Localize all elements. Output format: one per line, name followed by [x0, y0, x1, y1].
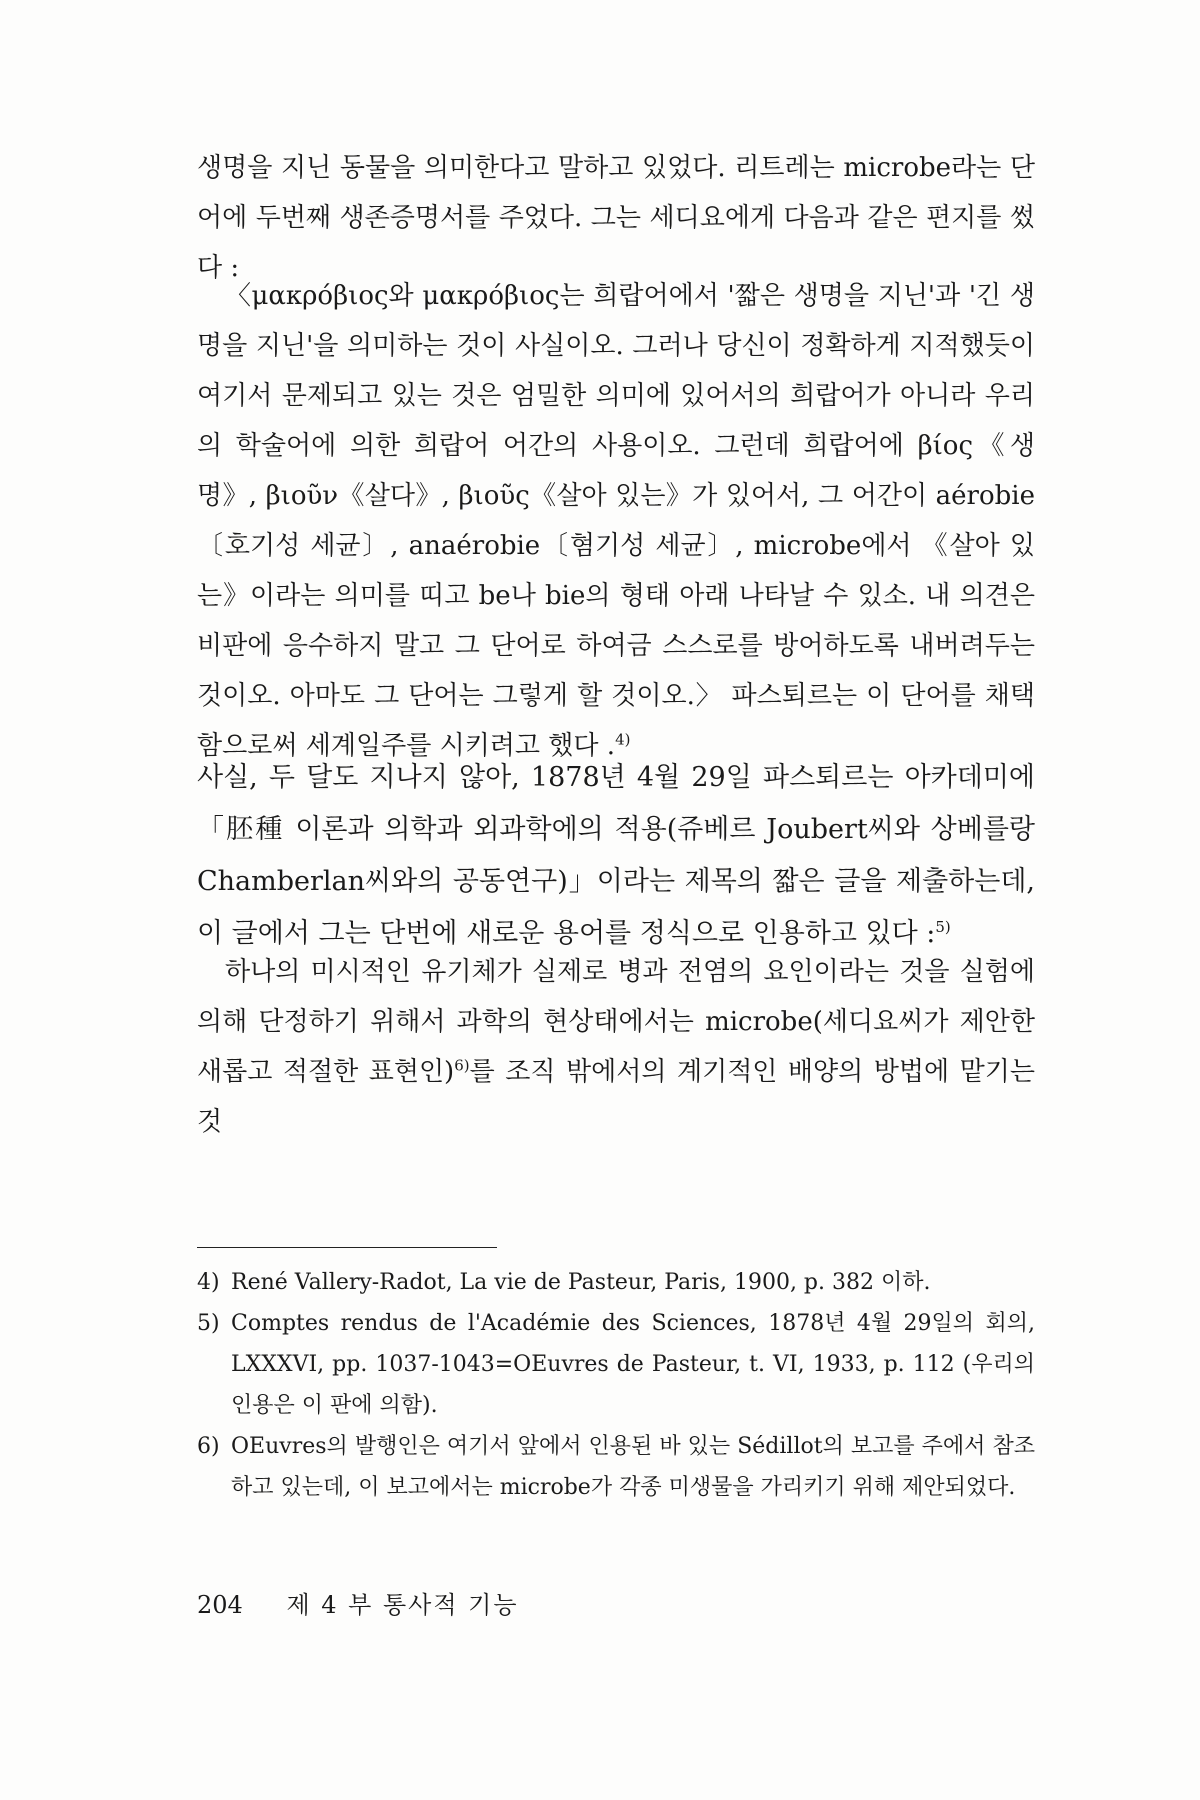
footnote-text: René Vallery-Radot, La vie de Pasteur, Paris, 1900, p. 382 이하. [231, 1270, 931, 1295]
footnote-5 [197, 1303, 1035, 1426]
block-quote-letter [197, 271, 1035, 771]
main-paragraph-body: 사실, 두 달도 지나지 않아, 1878년 4월 29일 파스퇴르는 아카데미에 「胚種 이론과 의학과 외과학에의 적용(쥬베르 Joubert씨와 상베를랑 Chamberlan씨와의 공동연구)」이라는 제목의 짧은 글을 제출하는데, 이 글에서 그는 단번에 새로운 용어를 정식으로 인용하고 있다 : [197, 762, 1035, 949]
footnote-number: 6) [197, 1434, 220, 1459]
footnote-ref-6: 6) [454, 1056, 470, 1075]
footnote-ref-5: 5) [935, 918, 951, 936]
block-quote-pasteur [197, 947, 1035, 1147]
running-title: 제 4 부 통사적 기능 [286, 1591, 519, 1619]
footnote-text: OEuvres의 발행인은 여기서 앞에서 인용된 바 있는 Sédillot의 보고를 주에서 참조하고 있는데, 이 보고에서는 microbe가 각종 미생물을 가리키기 위해 제안되었다. [231, 1434, 1035, 1500]
main-paragraph-text [197, 752, 1035, 960]
block-quote-pasteur-part2: 를 조직 밖에서의 계기적인 배양의 방법에 맡기는 것 [197, 1057, 1035, 1137]
page-footer [197, 1590, 519, 1620]
block-quote-pasteur-part1: 하나의 미시적인 유기체가 실제로 병과 전염의 요인이라는 것을 실험에 의해 단정하기 위해서 과학의 현상태에서는 microbe(세디요씨가 제안한 새롭고 적절한 표현인) [197, 957, 1035, 1087]
footnote-number: 4) [197, 1270, 220, 1295]
continued-paragraph-text: 생명을 지닌 동물을 의미한다고 말하고 있었다. 리트레는 microbe라는 단어에 두번째 생존증명서를 주었다. 그는 세디요에게 다음과 같은 편지를 썼다 : [197, 153, 1035, 283]
footnote-ref-4: 4) [615, 730, 631, 749]
block-quote-letter-text [197, 271, 1035, 771]
footnote-separator [197, 1247, 497, 1248]
block-quote-letter-body: 〈μακρόβιος와 μακρόβιος는 희랍어에서 '짧은 생명을 지닌'과 '긴 생명을 지닌'을 의미하는 것이 사실이오. 그러나 당신이 정확하게 지적했듯이 여기서 문제되고 있는 것은 엄밀한 의미에 있어서의 희랍어가 아니라 우리의 학술어에 의한 희랍어 어간의 사용이오. 그런데 희랍어에 βίος《생명》, βιοῦν《살다》, βιοῦς《살아 있는》가 있어서, 그 어간이 aérobie〔호기성 세균〕, anaérobie〔혐기성 세균〕, microbe에서 《살아 있는》이라는 의미를 띠고 be나 bie의 형태 아래 나타날 수 있소. 내 의견은 비판에 응수하지 말고 그 단어로 하여금 스스로를 방어하도록 내버려두는 것이오. 아마도 그 단어는 그렇게 할 것이오.〉 파스퇴르는 이 단어를 채택함으로써 세계일주를 시키려고 했다 . [197, 281, 1035, 761]
footnote-6 [197, 1426, 1035, 1508]
footnote-text: Comptes rendus de l'Académie des Sciences, 1878년 4월 29일의 회의, LXXXVI, pp. 1037-1043=OEuvres de Pasteur, t. VI, 1933, p. 112 (우리의 인용은 이 판에 의함). [231, 1311, 1035, 1418]
block-quote-pasteur-text [197, 947, 1035, 1147]
main-paragraph [197, 752, 1035, 960]
footnotes [197, 1262, 1035, 1508]
footnote-4 [197, 1262, 1035, 1303]
footnote-number: 5) [197, 1311, 220, 1336]
page-number: 204 [197, 1591, 243, 1619]
